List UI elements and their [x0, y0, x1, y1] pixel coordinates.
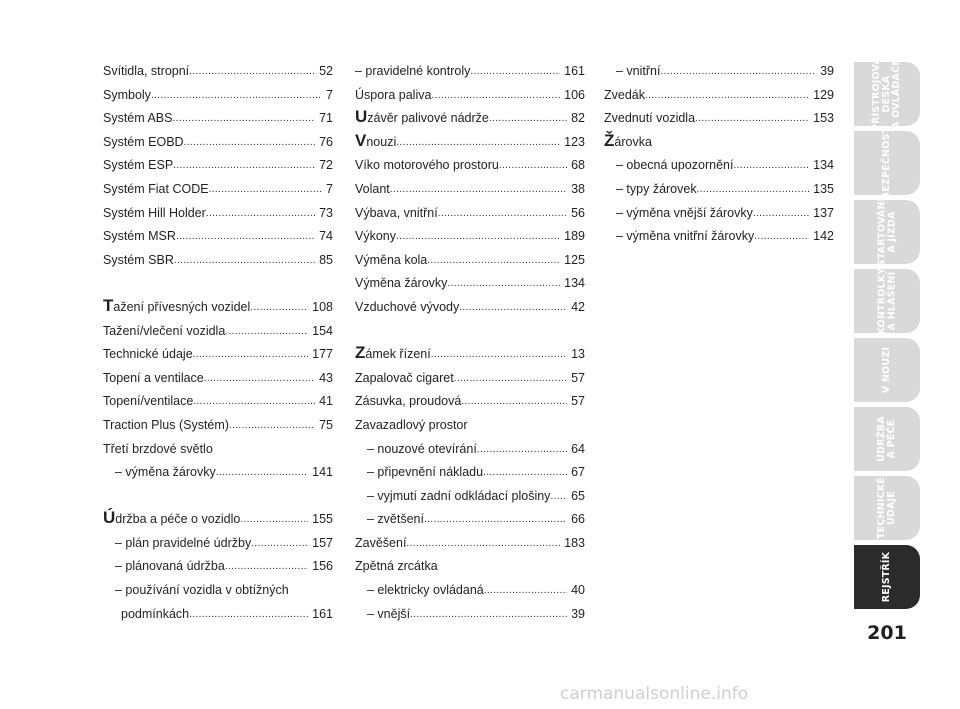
- index-entry-text: [115, 555, 225, 579]
- index-entry: [103, 414, 333, 438]
- index-entry-label: Zvednutí vozidla: [604, 111, 696, 126]
- index-entry-text: [103, 84, 151, 108]
- index-entry-label: – vnitřní: [616, 64, 661, 78]
- dot-leader: [483, 461, 567, 485]
- index-entry-text: [604, 84, 645, 108]
- index-page-ref: 74: [319, 229, 333, 244]
- index-entry: [355, 154, 585, 178]
- index-entry-text: [115, 461, 216, 485]
- index-entry-text: [103, 367, 204, 391]
- index-page-ref: 40: [571, 583, 585, 598]
- index-entry-label: Svítidla, stropní: [103, 64, 190, 78]
- index-entry-label: Zpětná zrcátka: [355, 559, 438, 574]
- index-entry: [103, 178, 333, 202]
- index-column-3: [604, 60, 834, 249]
- index-entry: [355, 178, 585, 202]
- index-entry-label: Systém ABS: [103, 111, 173, 126]
- index-entry-label: – výměna žárovky: [115, 465, 216, 480]
- index-entry: [355, 272, 585, 296]
- section-tab-label: STARTOVÁNÍ A JÍZDA: [876, 197, 898, 267]
- dot-leader: [645, 84, 809, 108]
- index-entry-text: [103, 178, 209, 202]
- index-entry: [604, 178, 834, 202]
- index-entry-text: [355, 272, 447, 296]
- index-entry: [355, 390, 585, 414]
- section-tab[interactable]: [854, 56, 920, 132]
- index-entry-text: [103, 202, 206, 226]
- section-tab[interactable]: [854, 338, 920, 402]
- index-entry-text: [103, 320, 225, 344]
- index-entry-label: – zvětšení: [367, 512, 424, 527]
- index-entry-label: – vnější: [367, 606, 411, 621]
- index-entry-label: – používání vozidla v obtížných: [115, 583, 289, 598]
- dot-leader: [753, 202, 809, 226]
- index-entry: [355, 131, 585, 155]
- index-entry-label: Zavěšení: [355, 535, 407, 550]
- index-entry-text: [355, 390, 461, 414]
- dot-leader: [390, 178, 567, 202]
- index-entry-label: – pravidelné kontroly: [355, 64, 471, 78]
- index-entry-text: [367, 461, 483, 485]
- index-entry-text: [103, 390, 193, 414]
- index-entry: [103, 249, 333, 273]
- index-entry: [103, 438, 333, 462]
- index-entry: [355, 343, 585, 367]
- index-page-ref: 156: [312, 559, 333, 574]
- index-entry: [604, 60, 834, 84]
- dot-leader: [193, 343, 308, 367]
- index-entry: [103, 579, 333, 603]
- index-entry-text: [355, 225, 396, 249]
- index-entry-label: – typy žárovek: [616, 181, 697, 196]
- index-entry-text: [355, 60, 470, 84]
- index-entry-text: [103, 225, 176, 249]
- section-tab[interactable]: [854, 126, 920, 200]
- index-entry-text: [355, 296, 459, 320]
- index-entry-label: Traction Plus (Systém): [103, 417, 229, 432]
- index-entry-label: Víko motorového prostoru: [355, 158, 499, 173]
- index-page-ref: 71: [319, 111, 333, 126]
- dot-leader: [461, 390, 567, 414]
- dot-leader: [204, 367, 315, 391]
- dot-leader: [477, 438, 567, 462]
- page-number: 201: [867, 622, 907, 644]
- index-entry-text: [604, 131, 652, 155]
- index-entry-text: [355, 532, 406, 556]
- index-page-ref: 56: [571, 205, 585, 220]
- dot-leader: [470, 60, 560, 84]
- dot-leader: [216, 461, 308, 485]
- section-tab[interactable]: [854, 197, 920, 267]
- index-entry: [355, 60, 585, 84]
- index-page-ref: 67: [571, 465, 585, 480]
- index-entry: [103, 390, 333, 414]
- index-page-ref: 161: [564, 64, 585, 78]
- index-entry-text: [103, 60, 189, 84]
- index-entry-text: [355, 178, 390, 202]
- index-page-ref: 154: [312, 323, 333, 338]
- index-page-ref: 108: [312, 299, 333, 314]
- dot-leader: [225, 320, 308, 344]
- dot-leader: [229, 414, 315, 438]
- index-entry: [355, 603, 585, 627]
- index-entry: [355, 367, 585, 391]
- index-entry-label: Výkony: [355, 229, 396, 244]
- index-entry-label: Topení a ventilace: [103, 370, 204, 385]
- index-entry: [355, 202, 585, 226]
- index-entry: [355, 555, 585, 579]
- dot-leader: [396, 225, 560, 249]
- index-entry-label: Třetí brzdové světlo: [103, 441, 213, 456]
- index-entry: [103, 532, 333, 556]
- index-page-ref: 65: [571, 488, 585, 503]
- dot-leader: [438, 202, 567, 226]
- dot-leader: [174, 249, 315, 273]
- index-page-ref: 134: [564, 276, 585, 291]
- index-entry: [103, 461, 333, 485]
- index-entry-text: [115, 532, 251, 556]
- index-entry-text: [103, 131, 184, 155]
- index-page-ref: 135: [813, 181, 834, 196]
- index-entry: [103, 84, 333, 108]
- index-entry-label: držba a péče o vozidlo: [115, 512, 241, 527]
- index-page-ref: 39: [571, 606, 585, 621]
- index-entry-text: [355, 131, 396, 155]
- dot-leader: [172, 107, 315, 131]
- index-entry-label: nouzi: [366, 134, 397, 149]
- dot-leader: [250, 296, 308, 320]
- watermark: carmanualsonline.info: [560, 684, 749, 704]
- index-page-ref: 7: [326, 181, 333, 196]
- index-entry-label: ažení přívesných vozidel: [113, 299, 251, 314]
- index-entry-text: [367, 603, 410, 627]
- index-entry-label: Zvedák: [604, 87, 645, 102]
- index-entry-text: [103, 438, 213, 462]
- index-entry-label: Systém ESP: [103, 158, 174, 173]
- dot-leader: [193, 390, 315, 414]
- index-entry-label: podmínkách: [121, 606, 190, 621]
- index-gap: [103, 485, 333, 509]
- index-entry-label: Symboly: [103, 87, 151, 102]
- dot-leader: [454, 367, 567, 391]
- dot-leader: [431, 84, 560, 108]
- index-entry-text: [355, 154, 499, 178]
- index-entry: [604, 107, 834, 131]
- index-page-ref: 85: [319, 252, 333, 267]
- index-entry-label: – plán pravidelné údržby: [115, 535, 252, 550]
- index-page-ref: 43: [319, 370, 333, 385]
- index-entry-label: Systém MSR: [103, 229, 176, 244]
- index-entry-text: [616, 202, 753, 226]
- index-entry-text: [103, 296, 250, 320]
- index-page-ref: 75: [319, 417, 333, 432]
- index-entry: [103, 225, 333, 249]
- index-entry: [103, 367, 333, 391]
- index-page-ref: 125: [564, 252, 585, 267]
- index-page-ref: 123: [564, 134, 585, 149]
- index-entry-text: [367, 438, 477, 462]
- dot-leader: [206, 202, 315, 226]
- index-entry-label: Topení/ventilace: [103, 394, 194, 409]
- dot-leader: [225, 555, 308, 579]
- dot-leader: [209, 178, 322, 202]
- index-entry: [103, 107, 333, 131]
- dot-leader: [733, 154, 809, 178]
- index-page-ref: 42: [571, 299, 585, 314]
- dot-leader: [660, 60, 816, 84]
- index-entry-text: [616, 178, 697, 202]
- index-entry-text: [355, 202, 438, 226]
- index-entry-text: [355, 367, 454, 391]
- index-gap: [103, 272, 333, 296]
- index-entry: [355, 107, 585, 131]
- index-entry-label: – výměna vnitřní žárovky: [616, 229, 755, 244]
- index-column-1: [103, 60, 333, 626]
- index-page-ref: 142: [813, 229, 834, 244]
- index-entry-text: [616, 154, 733, 178]
- dot-leader: [459, 296, 567, 320]
- index-page-ref: 141: [312, 465, 333, 480]
- index-entry-label: Zavazadlový prostor: [355, 417, 468, 432]
- index-entry-text: [103, 508, 240, 532]
- index-entry-label: Systém Hill Holder: [103, 205, 206, 220]
- dot-leader: [176, 225, 315, 249]
- dot-leader: [240, 508, 308, 532]
- dot-leader: [173, 154, 315, 178]
- dot-leader: [189, 60, 315, 84]
- index-initial-letter: Ž: [604, 130, 615, 150]
- dot-leader: [251, 532, 308, 556]
- index-entry: [103, 296, 333, 320]
- index-entry-text: [367, 508, 424, 532]
- index-entry: [355, 225, 585, 249]
- index-page-ref: 161: [312, 606, 333, 621]
- index-entry: [355, 414, 585, 438]
- index-entry: [355, 249, 585, 273]
- section-tab[interactable]: [854, 407, 920, 471]
- index-entry-label: závěr palivové nádrže: [367, 111, 489, 126]
- index-entry: [355, 296, 585, 320]
- index-page-ref: 153: [813, 111, 834, 126]
- dot-leader: [427, 249, 560, 273]
- index-page-ref: 106: [564, 87, 585, 102]
- section-tab[interactable]: [854, 545, 920, 609]
- index-page-ref: 68: [571, 158, 585, 173]
- dot-leader: [184, 131, 316, 155]
- dot-leader: [431, 343, 567, 367]
- index-entry-label: Zásuvka, proudová: [355, 394, 462, 409]
- index-entry-text: [103, 414, 229, 438]
- index-entry-label: Zapalovač cigaret: [355, 370, 454, 385]
- dot-leader: [151, 84, 322, 108]
- index-entry: [103, 343, 333, 367]
- index-entry: [604, 84, 834, 108]
- index-entry-text: [616, 60, 660, 84]
- index-page-ref: 157: [312, 535, 333, 550]
- index-entry-label: Tažení/vlečení vozidla: [103, 323, 226, 338]
- index-page-ref: 41: [319, 394, 333, 409]
- index-page-ref: 57: [571, 370, 585, 385]
- index-entry-label: Volant: [355, 181, 390, 196]
- index-page-ref: 64: [571, 441, 585, 456]
- index-entry: [355, 438, 585, 462]
- section-tab-label: BEZPEČNOST: [881, 126, 892, 200]
- index-entry-text: [355, 84, 431, 108]
- index-entry: [103, 320, 333, 344]
- dot-leader: [424, 508, 567, 532]
- index-entry-label: Vzduchové vývody: [355, 299, 460, 314]
- index-initial-letter: U: [355, 107, 368, 127]
- section-tab-label: PŘÍSTROJOVÁ DESKA A OVLÁDAČE: [871, 56, 902, 132]
- index-page-ref: 177: [312, 347, 333, 362]
- index-gap: [355, 320, 585, 344]
- index-page-ref: 38: [571, 181, 585, 196]
- index-entry-text: [103, 343, 193, 367]
- section-tab[interactable]: [854, 476, 920, 540]
- index-entry-label: – obecná upozornění: [616, 158, 734, 173]
- index-entry-text: [355, 249, 427, 273]
- index-entry-label: Výměna kola: [355, 252, 428, 267]
- dot-leader: [489, 107, 567, 131]
- index-page-ref: 189: [564, 229, 585, 244]
- index-entry-text: [355, 555, 438, 579]
- dot-leader: [550, 485, 567, 509]
- index-entry-text: [103, 154, 173, 178]
- index-entry-text: [616, 225, 754, 249]
- dot-leader: [396, 131, 560, 155]
- index-entry-label: – nouzové otevírání: [367, 441, 477, 456]
- index-entry-label: – vyjmutí zadní odkládací plošiny: [367, 488, 551, 503]
- index-page-ref: 73: [319, 205, 333, 220]
- index-page-ref: 155: [312, 512, 333, 527]
- dot-leader: [406, 532, 560, 556]
- index-entry-text: [604, 107, 695, 131]
- index-page-ref: 134: [813, 158, 834, 173]
- dot-leader: [410, 603, 567, 627]
- index-entry-text: [367, 579, 484, 603]
- index-entry-label: Technické údaje: [103, 347, 193, 362]
- index-entry: [355, 579, 585, 603]
- index-entry-text: [103, 107, 172, 131]
- index-entry-label: Úspora paliva: [355, 87, 432, 102]
- index-page-ref: 39: [820, 64, 834, 78]
- index-entry: [103, 603, 333, 627]
- index-page-ref: 137: [813, 205, 834, 220]
- index-entry-label: – plánovaná údržba: [115, 559, 225, 574]
- index-page-ref: 129: [813, 87, 834, 102]
- index-entry-label: ámek řízení: [365, 347, 431, 362]
- dot-leader: [484, 579, 567, 603]
- dot-leader: [189, 603, 308, 627]
- index-entry-label: Systém SBR: [103, 252, 174, 267]
- dot-leader: [499, 154, 567, 178]
- index-entry-text: [367, 485, 550, 509]
- section-tab-label: TECHNICKÉ ÚDAJE: [875, 476, 897, 540]
- index-entry-label: Systém Fiat CODE: [103, 181, 209, 196]
- index-entry: [355, 508, 585, 532]
- index-entry-label: – připevnění nákladu: [367, 465, 484, 480]
- index-entry-label: – výměna vnější žárovky: [616, 205, 753, 220]
- section-tab-label: REJSTŘÍK: [880, 551, 892, 603]
- index-entry: [355, 532, 585, 556]
- index-entry-label: – elektricky ovládaná: [367, 583, 484, 598]
- index-initial-letter: T: [103, 295, 114, 315]
- index-page-ref: 76: [319, 134, 333, 149]
- index-entry-text: [355, 414, 468, 438]
- index-page-ref: 72: [319, 158, 333, 173]
- dot-leader: [447, 272, 560, 296]
- index-column-2: [355, 60, 585, 626]
- index-entry: [604, 131, 834, 155]
- index-page-ref: 183: [564, 535, 585, 550]
- section-tab-label: ÚDRŽBA A PÉČE: [875, 416, 897, 462]
- dot-leader: [754, 225, 809, 249]
- index-page-ref: 57: [571, 394, 585, 409]
- dot-leader: [697, 178, 810, 202]
- index-entry-label: Systém EOBD: [103, 134, 184, 149]
- index-entry: [355, 84, 585, 108]
- index-entry: [604, 154, 834, 178]
- index-entry-text: [355, 343, 431, 367]
- index-entry-text: [355, 107, 489, 131]
- index-page-ref: 52: [319, 64, 333, 78]
- section-tab-label: KONTROLKY A HLÁŠENÍ: [876, 267, 897, 335]
- index-initial-letter: Z: [355, 343, 366, 363]
- index-page-ref: 13: [571, 347, 585, 362]
- index-entry: [604, 225, 834, 249]
- index-entry-label: árovka: [614, 134, 652, 149]
- index-entry-text: [121, 603, 189, 627]
- index-page-ref: 82: [571, 111, 585, 126]
- index-entry-label: Výbava, vnitřní: [355, 205, 438, 220]
- index-entry: [103, 555, 333, 579]
- index-entry: [103, 154, 333, 178]
- index-entry: [103, 202, 333, 226]
- section-tab-label: V NOUZI: [880, 346, 892, 394]
- index-entry-text: [103, 249, 174, 273]
- index-entry: [355, 485, 585, 509]
- section-tab[interactable]: [854, 269, 920, 333]
- index-page-ref: 66: [571, 512, 585, 527]
- index-entry: [103, 508, 333, 532]
- index-entry-label: Výměna žárovky: [355, 276, 448, 291]
- index-initial-letter: V: [355, 130, 367, 150]
- index-page-ref: 7: [326, 87, 333, 102]
- index-entry: [103, 60, 333, 84]
- index-entry: [103, 131, 333, 155]
- index-entry-text: [115, 579, 289, 603]
- index-initial-letter: Ú: [103, 508, 116, 528]
- dot-leader: [695, 107, 809, 131]
- index-entry: [604, 202, 834, 226]
- index-entry: [355, 461, 585, 485]
